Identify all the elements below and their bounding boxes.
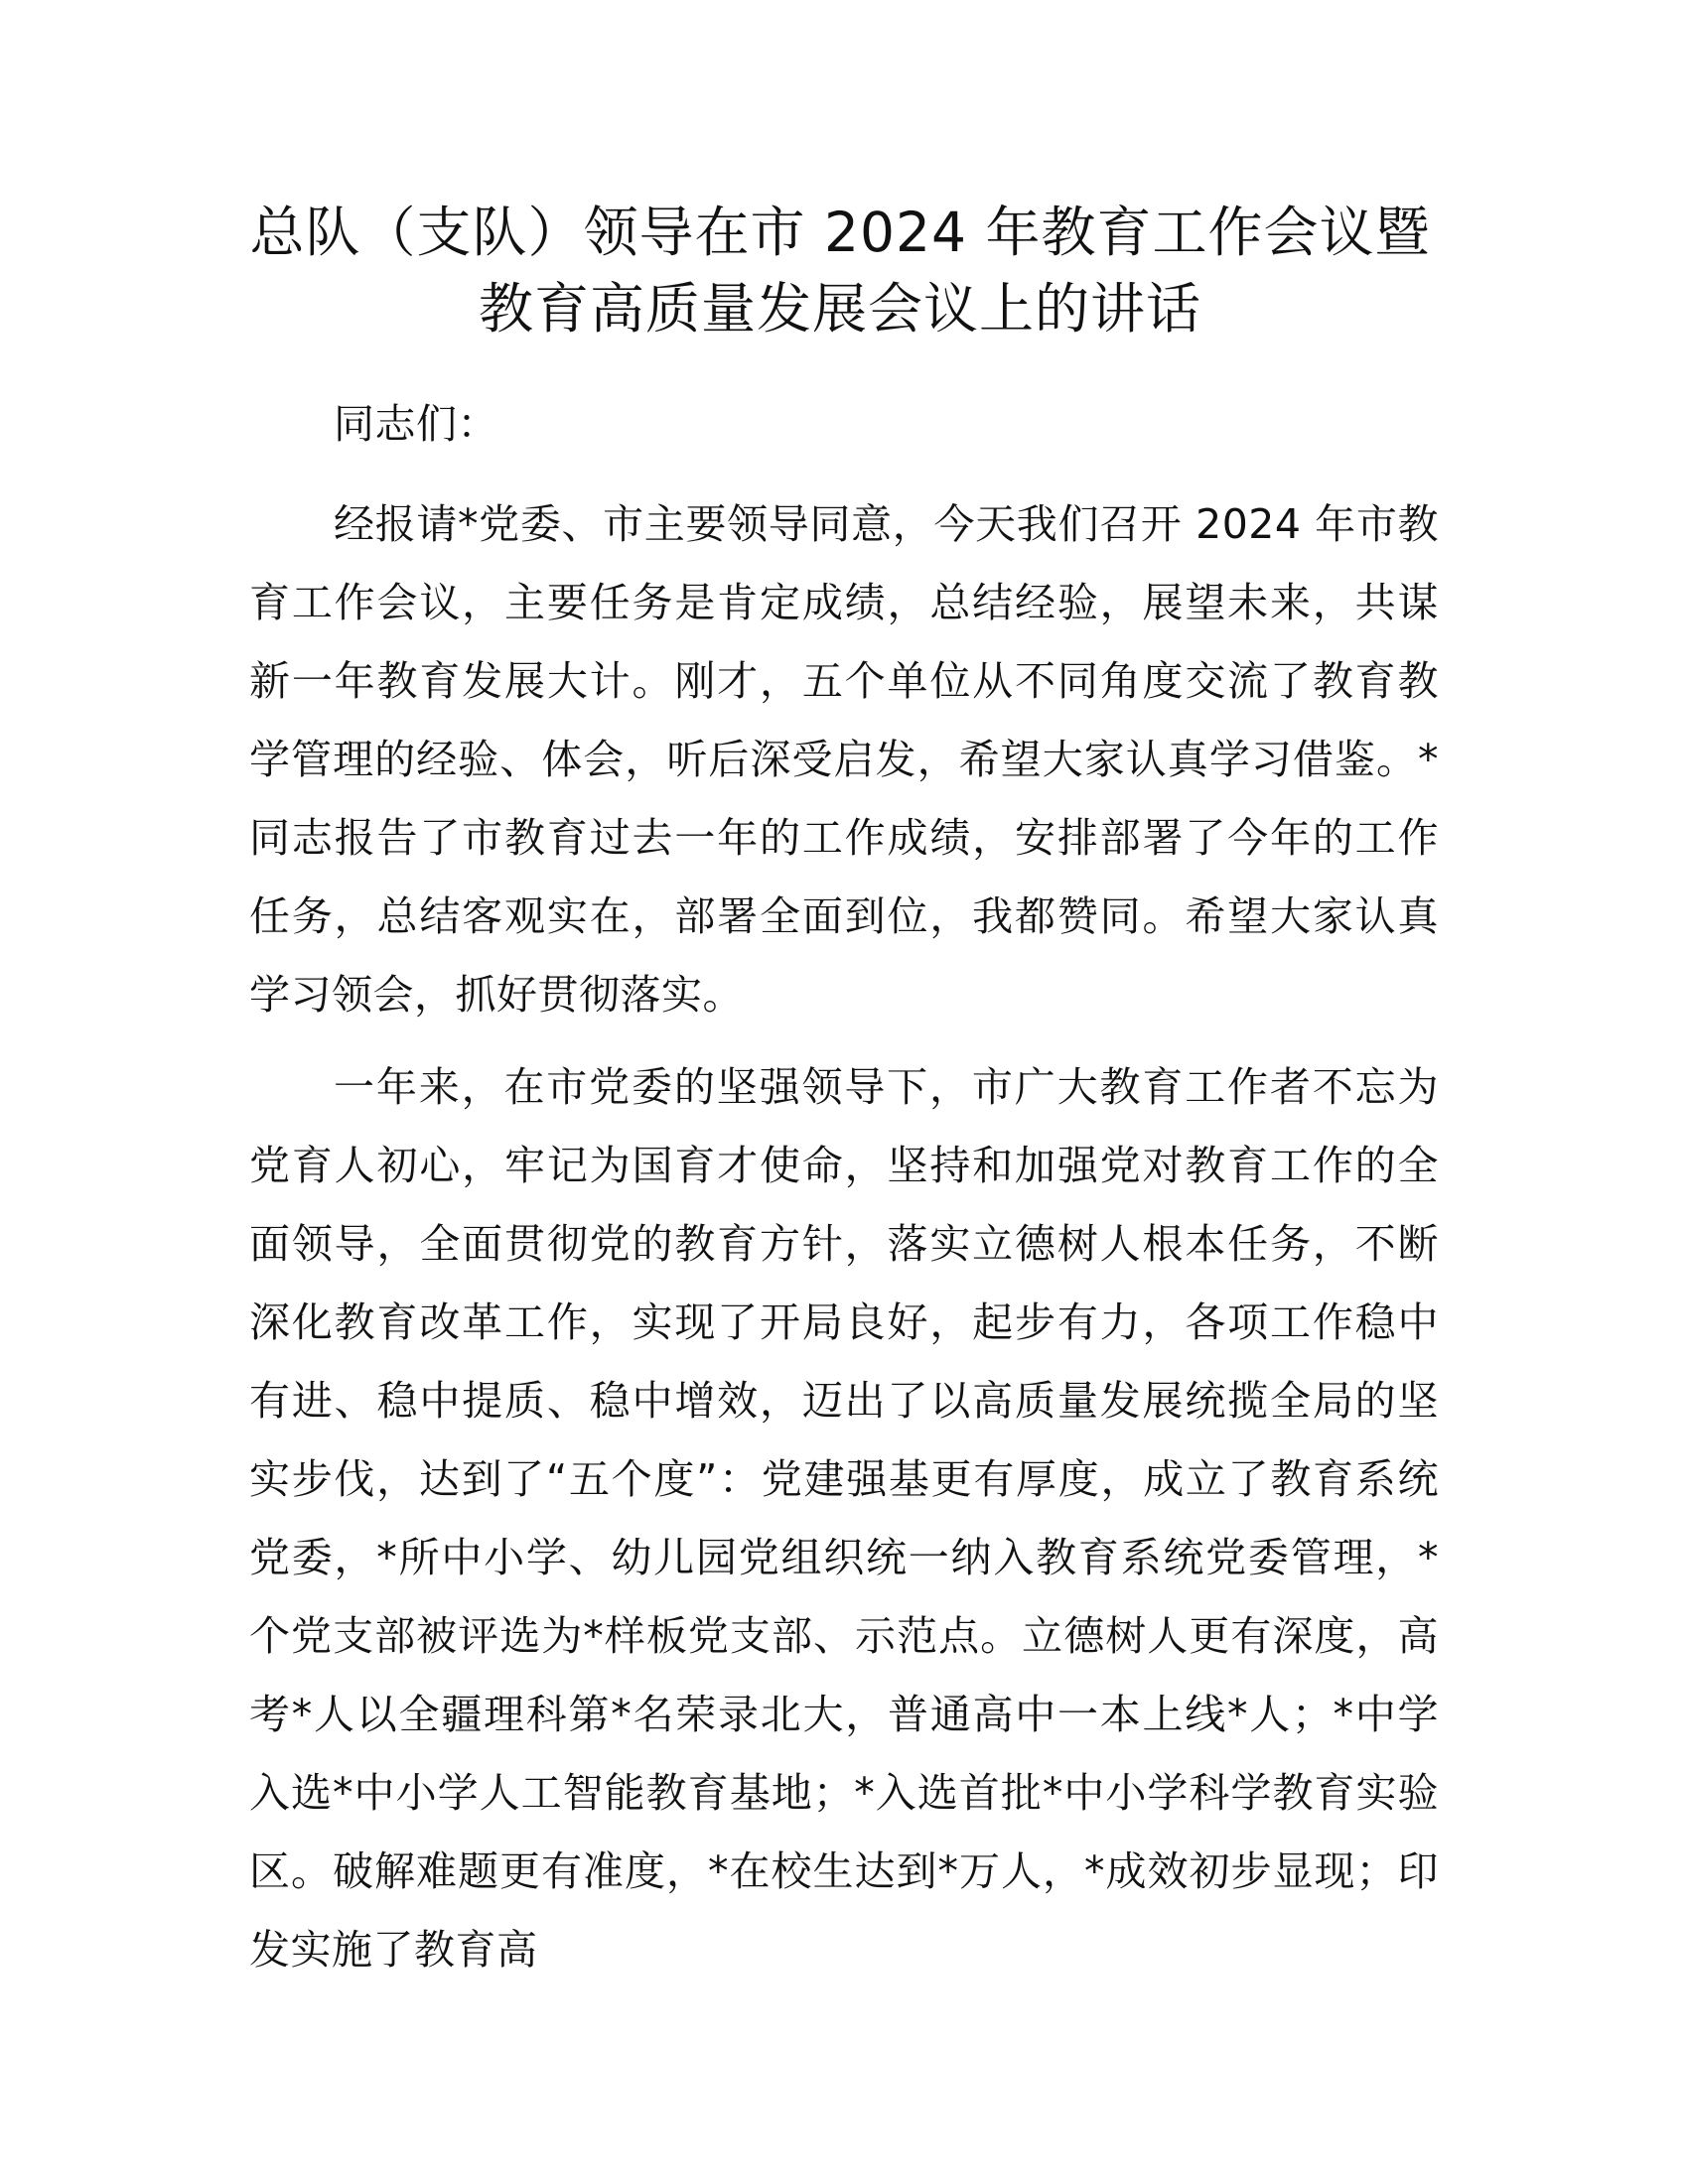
salutation: 同志们： (334, 400, 498, 448)
speech-body (249, 385, 1439, 1989)
document-title (238, 195, 1442, 347)
title-line-2: 教育高质量发展会议上的讲话 (478, 277, 1201, 341)
paragraph-achievements: 一年来，在市党委的坚强领导下，市广大教育工作者不忘为党育人初心，牢记为国育才使命，坚持和加强党对教育工作的全面领导，全面贯彻党的教育方针，落实立德树人根本任务，不断深化教育改革工作，实现了开局良好，起步有力，各项工作稳中有进、稳中提质、稳中增效，迈出了以高质量发展统揽全局的坚实步伐，达到了“五个度”：党建强基更有厚度，成立了教育系统党委，*所中小学、幼儿园党组织统一纳入教育系统党委管理，*个党支部被评选为*样板党支部、示范点。立德树人更有深度，高考*人以全疆理科第*名荣录北大，普通高中一本上线*人；*中学入选*中小学人工智能教育基地；*入选首批*中小学科学教育实验区。破解难题更有准度，*在校生达到*万人，*成效初步显现；印发实施了教育高 (249, 1063, 1439, 1974)
paragraph-opening: 经报请*党委、市主要领导同意，今天我们召开 2024 年市教育工作会议，主要任务是肯定成绩，总结经验，展望未来，共谋新一年教育发展大计。刚才，五个单位从不同角度交流了教育教学管理的经验、体会，听后深受启发，希望大家认真学习借鉴。*同志报告了市教育过去一年的工作成绩，安排部署了今年的工作任务，总结客观实在，部署全面到位，我都赞同。希望大家认真学习领会，抓好贯彻落实。 (249, 500, 1439, 1019)
title-line-1: 总队（支队）领导在市 2024 年教育工作会议暨 (249, 201, 1431, 264)
